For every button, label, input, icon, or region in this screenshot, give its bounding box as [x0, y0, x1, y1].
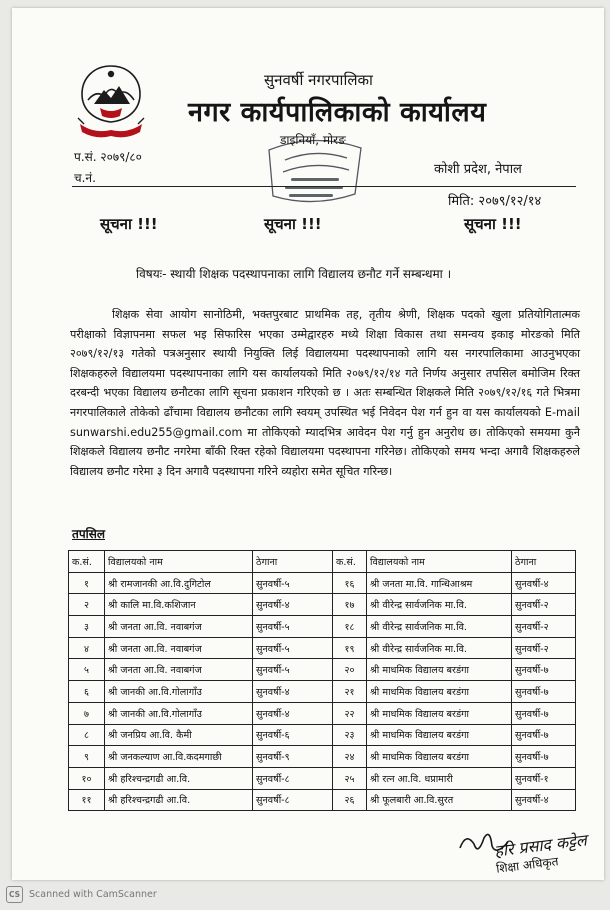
cell-school-name: श्री वीरेन्द्र सार्वजनिक मा.वि.	[367, 637, 512, 659]
cell-address: सुनवर्षी-४	[253, 681, 333, 703]
province-address: कोशी प्रदेश, नेपाल	[434, 162, 522, 177]
municipality-name: सुनवर्षी नगरपालिका	[264, 71, 373, 89]
cell-address: सुनवर्षी-७	[512, 724, 576, 746]
cell-serial: १८	[333, 616, 367, 638]
cell-serial: २६	[333, 789, 367, 811]
cell-school-name: श्री माधमिक विद्यालय बरडंगा	[367, 746, 512, 768]
cell-school-name: श्री रत्न आ.वि. धप्रामारी	[367, 767, 512, 789]
cell-school-name: श्री जनता मा.वि. गान्धिआश्रम	[367, 572, 512, 594]
table-row	[69, 659, 576, 681]
signatory-name: हरि प्रसाद कट्टेल	[493, 830, 588, 861]
cell-address: सुनवर्षी-९	[253, 746, 333, 768]
cell-school-name: श्री माधमिक विद्यालय बरडंगा	[367, 702, 512, 724]
cell-school-name: श्री जनता आ.वि. नवाबगंज	[105, 637, 253, 659]
signatory-title: शिक्षा अधिकृत	[495, 854, 560, 876]
notice-heading-right: सूचना !!!	[464, 215, 522, 233]
notice-page	[12, 8, 604, 880]
cell-school-name: श्री कालि मा.वि.कशिजान	[105, 594, 253, 616]
notice-heading-center: सूचना !!!	[264, 215, 322, 233]
cell-school-name: श्री माधमिक विद्यालय बरडंगा	[367, 659, 512, 681]
cell-school-name: श्री जनप्रिय आ.वि. कैमी	[105, 724, 253, 746]
cell-serial: २३	[333, 724, 367, 746]
cell-school-name: श्री जनकल्याण आ.वि.कदमगाछी	[105, 746, 253, 768]
cell-serial: २५	[333, 767, 367, 789]
col-header-serial: क.सं.	[69, 551, 105, 573]
cell-address: सुनवर्षी-७	[512, 681, 576, 703]
col-header-address: ठेगाना	[253, 551, 333, 573]
table-row	[69, 724, 576, 746]
cell-address: सुनवर्षी-५	[253, 637, 333, 659]
cell-school-name: श्री वीरेन्द्र सार्वजनिक मा.वि.	[367, 616, 512, 638]
notice-heading-left: सूचना !!!	[100, 215, 158, 233]
cell-serial: ७	[69, 702, 105, 724]
cell-address: सुनवर्षी-८	[253, 767, 333, 789]
cell-serial: २१	[333, 681, 367, 703]
cell-address: सुनवर्षी-८	[253, 789, 333, 811]
cell-serial: २२	[333, 702, 367, 724]
cell-address: सुनवर्षी-२	[512, 594, 576, 616]
cell-address: सुनवर्षी-७	[512, 659, 576, 681]
cell-address: सुनवर्षी-४	[253, 702, 333, 724]
cell-serial: ३	[69, 616, 105, 638]
cell-serial: १०	[69, 767, 105, 789]
col-header-school: विद्यालयको नाम	[367, 551, 512, 573]
cell-address: सुनवर्षी-४	[512, 572, 576, 594]
annex-title: तपसिल	[72, 527, 106, 541]
cell-serial: ८	[69, 724, 105, 746]
table-row	[69, 616, 576, 638]
notice-date: मिति: २०७९/१२/१४	[448, 194, 542, 209]
cell-serial: २	[69, 594, 105, 616]
cell-school-name: श्री जनता आ.वि. नवाबगंज	[105, 659, 253, 681]
cell-serial: १६	[333, 572, 367, 594]
office-title: नगर कार्यपालिकाको कार्यालय	[188, 97, 487, 128]
cell-address: सुनवर्षी-५	[253, 616, 333, 638]
cell-address: सुनवर्षी-१	[512, 767, 576, 789]
table-row	[69, 594, 576, 616]
cell-school-name: श्री जनता आ.वि. नवाबगंज	[105, 616, 253, 638]
cell-address: सुनवर्षी-४	[253, 594, 333, 616]
cell-school-name: श्री जानकी आ.वि.गोलागाँउ	[105, 681, 253, 703]
cell-address: सुनवर्षी-४	[512, 789, 576, 811]
cell-address: सुनवर्षी-२	[512, 637, 576, 659]
cell-school-name: श्री माधमिक विद्यालय बरडंगा	[367, 724, 512, 746]
cell-school-name: श्री जानकी आ.वि.गोलागाँउ	[105, 702, 253, 724]
col-header-school: विद्यालयको नाम	[105, 551, 253, 573]
cell-address: सुनवर्षी-६	[253, 724, 333, 746]
office-location: डाइनियाँ, मोरङ	[280, 133, 346, 147]
table-row	[69, 572, 576, 594]
scanner-text: Scanned with CamScanner	[29, 889, 157, 900]
reference-number: प.सं. २०७९/८०	[74, 150, 142, 164]
table-row	[69, 789, 576, 811]
cell-serial: १७	[333, 594, 367, 616]
table-row	[69, 746, 576, 768]
cell-serial: २०	[333, 659, 367, 681]
cell-serial: ९	[69, 746, 105, 768]
table-row	[69, 637, 576, 659]
header-divider	[72, 186, 576, 187]
cell-school-name: श्री हरिश्चन्द्रगढी आ.वि.	[105, 767, 253, 789]
cell-serial: १	[69, 572, 105, 594]
cell-serial: ४	[69, 637, 105, 659]
cell-address: सुनवर्षी-२	[512, 616, 576, 638]
nepal-government-emblem	[74, 60, 148, 142]
cell-address: सुनवर्षी-७	[512, 746, 576, 768]
cell-serial: ५	[69, 659, 105, 681]
school-vacancy-table	[68, 550, 576, 811]
cell-serial: ११	[69, 789, 105, 811]
cell-school-name: श्री फूलबारी आ.वि.सुरत	[367, 789, 512, 811]
col-header-address: ठेगाना	[512, 551, 576, 573]
cell-address: सुनवर्षी-५	[253, 659, 333, 681]
table-header-row	[69, 551, 576, 573]
cell-serial: १९	[333, 637, 367, 659]
cell-serial: २४	[333, 746, 367, 768]
cell-school-name: श्री माधमिक विद्यालय बरडंगा	[367, 681, 512, 703]
camscanner-logo-icon: CS	[6, 886, 23, 903]
cell-school-name: श्री वीरेन्द्र सार्वजनिक मा.वि.	[367, 594, 512, 616]
cell-school-name: श्री रामजानकी आ.वि.दुगिटोल	[105, 572, 253, 594]
cell-serial: ६	[69, 681, 105, 703]
table-row	[69, 681, 576, 703]
reference-block	[74, 147, 142, 189]
cell-address: सुनवर्षी-७	[512, 702, 576, 724]
notice-body: शिक्षक सेवा आयोग सानोठिमी, भक्तपुरबाट प्राथमिक तह, तृतीय श्रेणी, शिक्षक पदको खुला प्रतियोगितात्मक परीक्षाको विज्ञापनमा सफल भइ सिफारिस भएका उम्मेद्वारहरु मध्ये शिक्षा विकास तथा समन्वय इकाइ मोरङको मिति २०७९/१२/१३ गतेको पत्रअनुसार स्थायी नियुक्ति लिई विद्यालयमा पदस्थापनाको लागि यस नगरपालिकामा आउनुभएका शिक्षकहरुले विद्यालयमा पदस्थापनाका लागि यस कार्यालयको मिति २०७९/१२/१४ गते निर्णय अनुसार तपसिल बमोजिम रिक्त दरबन्दी भएका विद्यालय छनौटका लागि सूचना प्रकाशन गरिएको छ । अतः सम्बन्धित शिक्षकले मिति २०७९/१२/१६ गते भित्रमा नगरपालिकाले तोकेको ढाँचामा विद्यालय छनौटका लागि स्वयम् उपस्थित भई निवेदन पेश गर्न हुन वा यस कार्यालयको E-mail sunwarshi.edu255@gmail.com मा तोकिएको म्यादभित्र आवेदन पेश गर्नु हुन अनुरोध छ। तोकिएको समयमा कुनै शिक्षकले विद्यालय छनौट नगरेमा बाँकी रिक्त रहेको विद्यालयमा पदस्थापना गरिनेछ। तोकिएको समय भन्दा अगावै शिक्षकहरुले विद्यालय छनौट गरेमा ३ दिन अगावै पदस्थापना गरिने व्यहोरा समेत सूचित गरिन्छ।	[70, 308, 580, 478]
cell-school-name: श्री हरिश्चन्द्रगढी आ.वि.	[105, 789, 253, 811]
subject-line: विषयः- स्थायी शिक्षक पदस्थापनाका लागि विद्यालय छनौट गर्ने सम्बन्धमा ।	[136, 267, 452, 281]
scanner-watermark	[6, 886, 157, 903]
table-row	[69, 702, 576, 724]
col-header-serial: क.सं.	[333, 551, 367, 573]
table-row	[69, 767, 576, 789]
cell-address: सुनवर्षी-५	[253, 572, 333, 594]
dispatch-number: च.नं.	[74, 171, 96, 185]
